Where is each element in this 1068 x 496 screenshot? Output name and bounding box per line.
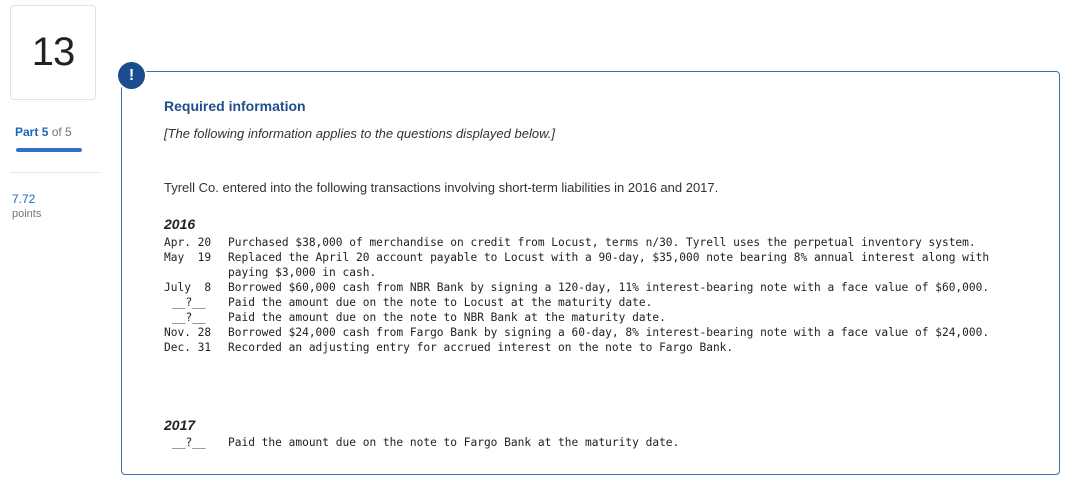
- transaction-date: May 19: [164, 251, 212, 264]
- transaction-description: Paid the amount due on the note to Fargo Bank at the maturity date.: [228, 436, 680, 449]
- exclamation-icon: !: [118, 62, 145, 89]
- transactions-2017: [164, 435, 1018, 450]
- transaction-row: [164, 310, 1018, 325]
- transaction-date: July 8: [164, 281, 212, 294]
- question-number: 13: [10, 5, 96, 100]
- transaction-description: Purchased $38,000 of merchandise on credit from Locust, terms n/30. Tyrell uses the perpetual inventory system.: [228, 236, 976, 249]
- transaction-description: Recorded an adjusting entry for accrued interest on the note to Fargo Bank.: [228, 341, 734, 354]
- year-heading-2017: 2017: [164, 417, 196, 433]
- transaction-row: [164, 340, 1018, 355]
- transaction-description: Borrowed $60,000 cash from NBR Bank by signing a 120-day, 11% interest-bearing note with a face value of $60,000.: [228, 281, 990, 294]
- transaction-date: Nov. 28: [164, 326, 212, 339]
- transaction-date: [164, 435, 228, 450]
- part-total: of 5: [51, 125, 72, 139]
- unknown-date-blank: __?__: [172, 436, 206, 449]
- part-label-word: Part: [15, 125, 39, 139]
- panel-title: Required information: [164, 98, 306, 114]
- transaction-row: [164, 235, 1018, 250]
- left-divider: [10, 172, 100, 173]
- transaction-description: Paid the amount due on the note to Locust at the maturity date.: [228, 296, 653, 309]
- part-indicator: [15, 125, 72, 139]
- transaction-description: Replaced the April 20 account payable to Locust with a 90-day, $35,000 note bearing 8% annual interest along with paying $3,000 in cash.: [228, 251, 990, 279]
- points-value: 7.72: [12, 192, 36, 206]
- unknown-date-blank: __?__: [172, 296, 206, 309]
- unknown-date-blank: __?__: [172, 311, 206, 324]
- panel-subtitle: [The following information applies to the questions displayed below.]: [164, 126, 555, 141]
- transaction-date: Dec. 31: [164, 341, 212, 354]
- year-heading-2016: 2016: [164, 216, 196, 232]
- part-progress-fill: [16, 148, 82, 152]
- transaction-date: [164, 295, 228, 310]
- transactions-2016: [164, 235, 1018, 355]
- transaction-row: [164, 435, 1018, 450]
- part-current: 5: [41, 125, 49, 139]
- transaction-row: [164, 325, 1018, 340]
- transaction-date: [164, 310, 228, 325]
- required-information-panel: [121, 71, 1060, 475]
- transaction-description: Borrowed $24,000 cash from Fargo Bank by signing a 60-day, 8% interest-bearing note with a face value of $24,000.: [228, 326, 990, 339]
- transaction-date: Apr. 20: [164, 236, 212, 249]
- intro-text: Tyrell Co. entered into the following transactions involving short-term liabilities in 2016 and 2017.: [164, 180, 719, 195]
- transaction-description: Paid the amount due on the note to NBR Bank at the maturity date.: [228, 311, 666, 324]
- points-label: points: [12, 208, 42, 220]
- transaction-row: [164, 250, 1018, 280]
- part-progress-bar: [16, 148, 82, 152]
- transaction-row: [164, 295, 1018, 310]
- transaction-row: [164, 280, 1018, 295]
